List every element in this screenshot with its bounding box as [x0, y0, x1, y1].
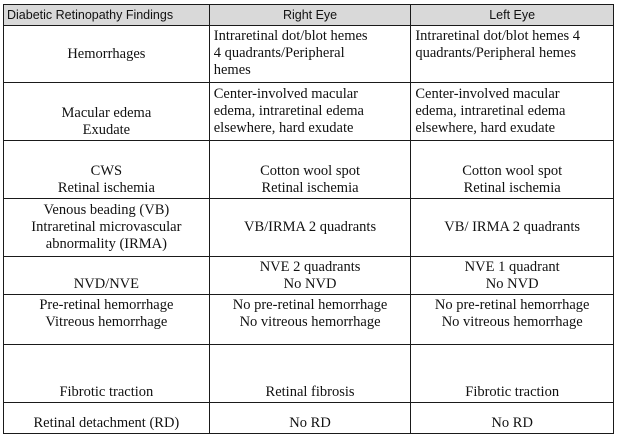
table-row-hemorrhages [4, 26, 614, 83]
right-eye-cell: Center-involved macular edema, intraretinal edema elsewhere, hard exudate [209, 83, 411, 141]
findings-table-container [3, 4, 614, 432]
table-row-fibrotic-traction [4, 345, 614, 403]
table-row-pre-retinal-hemorrhage [4, 295, 614, 345]
table-row-nvd-nve [4, 257, 614, 295]
left-eye-cell: Fibrotic traction [411, 345, 614, 403]
header-left-eye: Left Eye [411, 5, 614, 26]
table-row-venous-beading [4, 199, 614, 257]
right-eye-cell: Retinal fibrosis [209, 345, 411, 403]
diabetic-retinopathy-findings-table [3, 4, 614, 434]
table-row-cws [4, 141, 614, 199]
left-eye-cell: No RD [411, 403, 614, 434]
right-eye-cell: NVE 2 quadrants No NVD [209, 257, 411, 295]
left-eye-cell: Center-involved macular edema, intraretinal edema elsewhere, hard exudate [411, 83, 614, 141]
finding-cell: Venous beading (VB) Intraretinal microvascular abnormality (IRMA) [4, 199, 210, 257]
table-row-retinal-detachment [4, 403, 614, 434]
header-findings: Diabetic Retinopathy Findings [4, 5, 210, 26]
left-eye-cell: Cotton wool spot Retinal ischemia [411, 141, 614, 199]
left-eye-cell: NVE 1 quadrant No NVD [411, 257, 614, 295]
finding-cell: Macular edema Exudate [4, 83, 210, 141]
right-eye-cell: Cotton wool spot Retinal ischemia [209, 141, 411, 199]
right-eye-cell: Intraretinal dot/blot hemes 4 quadrants/Peripheral hemes [209, 26, 411, 83]
finding-cell: Pre-retinal hemorrhage Vitreous hemorrhage [4, 295, 210, 345]
table-header-row [4, 5, 614, 26]
finding-cell: Retinal detachment (RD) [4, 403, 210, 434]
left-eye-cell: No pre-retinal hemorrhage No vitreous hemorrhage [411, 295, 614, 345]
right-eye-cell: No RD [209, 403, 411, 434]
finding-cell: Fibrotic traction [4, 345, 210, 403]
header-right-eye: Right Eye [209, 5, 411, 26]
finding-cell: NVD/NVE [4, 257, 210, 295]
left-eye-cell: VB/ IRMA 2 quadrants [411, 199, 614, 257]
right-eye-cell: VB/IRMA 2 quadrants [209, 199, 411, 257]
finding-cell: CWS Retinal ischemia [4, 141, 210, 199]
table-row-macular-edema [4, 83, 614, 141]
finding-cell: Hemorrhages [4, 26, 210, 83]
left-eye-cell: Intraretinal dot/blot hemes 4 quadrants/Peripheral hemes [411, 26, 614, 83]
right-eye-cell: No pre-retinal hemorrhage No vitreous hemorrhage [209, 295, 411, 345]
